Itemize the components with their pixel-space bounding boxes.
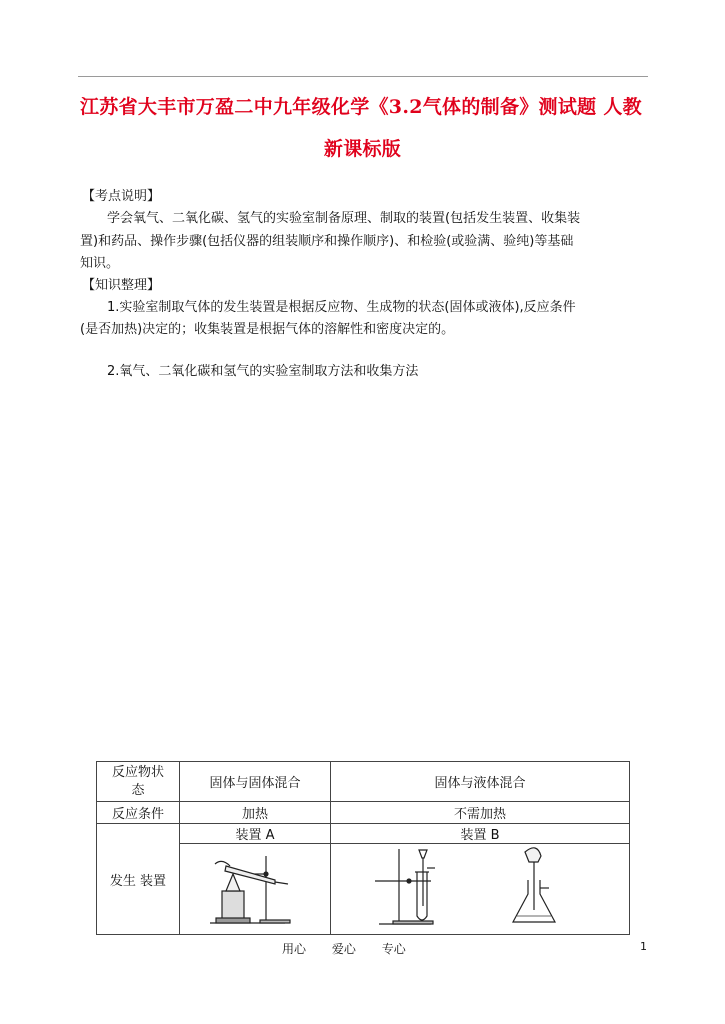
table-cell: 固体与固体混合 <box>180 762 331 802</box>
document-title-line2: 新课标版 <box>323 138 402 160</box>
table-cell: 固体与液体混合 <box>331 762 630 802</box>
table-cell: 不需加热 <box>331 802 630 824</box>
document-title-line1: 江苏省大丰市万盈二中九年级化学《3.2气体的制备》测试题 人教 <box>80 96 642 118</box>
table-cell: 装置 A <box>180 824 331 844</box>
apparatus-b-cell <box>331 844 630 935</box>
footer-motto: 专心 <box>381 942 406 956</box>
gas-preparation-table <box>96 761 630 935</box>
label-line: 态 <box>131 782 145 798</box>
label-line: 反应物状 <box>111 764 164 780</box>
table-row <box>97 762 630 802</box>
footer-motto: 爱心 <box>331 942 356 956</box>
header-rule <box>78 76 648 77</box>
apparatus-a-diagram <box>180 844 331 930</box>
section-heading-exam-points: 【考点说明】 <box>82 189 161 204</box>
footer-motto: 用心 <box>282 942 307 956</box>
table-cell: 装置 B <box>331 824 630 844</box>
page-footer <box>282 940 428 957</box>
table-cell-label: 发生 装置 <box>97 824 180 935</box>
exam-points-line1: 学会氧气、二氧化碳、氢气的实验室制备原理、制取的装置(包括发生装置、收集装 <box>107 211 581 226</box>
page-number: 1 <box>640 940 647 953</box>
apparatus-b-diagram <box>331 844 630 930</box>
table-row <box>97 824 630 844</box>
table-row <box>97 802 630 824</box>
knowledge-item2: 2.氧气、二氧化碳和氢气的实验室制取方法和收集方法 <box>107 364 419 379</box>
exam-points-line3: 知识。 <box>80 256 120 271</box>
table-cell-label: 反应条件 <box>97 802 180 824</box>
table-cell-label <box>97 762 180 802</box>
knowledge-item1-line2: (是否加热)决定的；收集装置是根据气体的溶解性和密度决定的。 <box>80 322 455 337</box>
exam-points-line2: 置)和药品、操作步骤(包括仪器的组装顺序和操作顺序)、和检验(或验满、验纯)等基础 <box>80 234 574 249</box>
apparatus-a-cell <box>180 844 331 935</box>
section-heading-knowledge: 【知识整理】 <box>82 278 161 293</box>
table-cell: 加热 <box>180 802 331 824</box>
knowledge-item1-line1: 1.实验室制取气体的发生装置是根据反应物、生成物的状态(固体或液体),反应条件 <box>107 300 576 315</box>
